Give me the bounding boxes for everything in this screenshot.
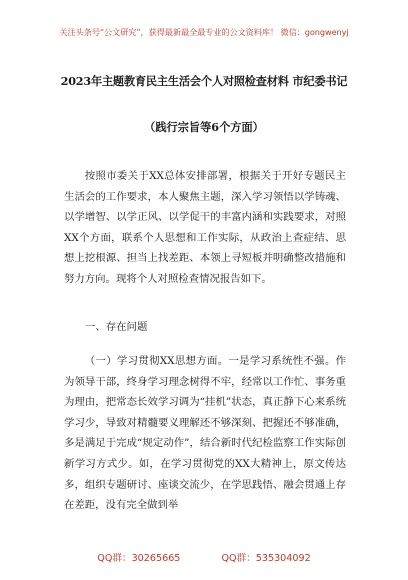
document-subtitle: （践行宗旨等6个方面） <box>144 120 264 134</box>
header-promo-note: 关注头条号“公文研究”，获得最新最全最专业的公文资料库！ 微信：gongwenyj <box>59 27 349 37</box>
intro-text: 按照市委关于XX总体安排部署，根据关于开好专题民主生活会的工作要求，本人聚焦主题，深入学习领悟以学铸魂、以学增智、以学正风、以学促干的丰富内涵和实践要求，对照XX个方面，联系个人思想和工作实际，从政治上查症结、思想上挖根源、担当上找差距、本领上寻短板并明确整改措施和努力方向。现将个人对照检查情况报告如下。 <box>64 170 346 285</box>
section-text: （一）学习贯彻XX思想方面。一是学习系统性不强。作为领导干部，终身学习理念树得不牢，经常以工作忙、事务重为理由，把常态长效学习调为“挂机”状态，真正静下心来系统学习少，导致对精髓要义理解还不够深刻、把握还不够准确，多是满足于完成“规定动作”，结合新时代纪检监察工作实际创新学习方式少。如，在学习贯彻党的XX大精神上，原文传达多，组织专题研讨、座谈交流少，在学思践悟、融会贯通上存在差距，没有完全做到举 <box>64 355 346 512</box>
intro-paragraph <box>64 166 346 290</box>
section-paragraph <box>64 351 346 516</box>
footer-qq-group-1: QQ群：30265665 <box>97 553 181 564</box>
footer-contacts <box>0 550 408 564</box>
document-title: 2023年主题教育民主生活会个人对照检查材料 市纪委书记 <box>60 74 348 88</box>
section-heading: 一、存在问题 <box>85 321 148 333</box>
footer-qq-group-2: QQ群：535304092 <box>221 553 311 564</box>
